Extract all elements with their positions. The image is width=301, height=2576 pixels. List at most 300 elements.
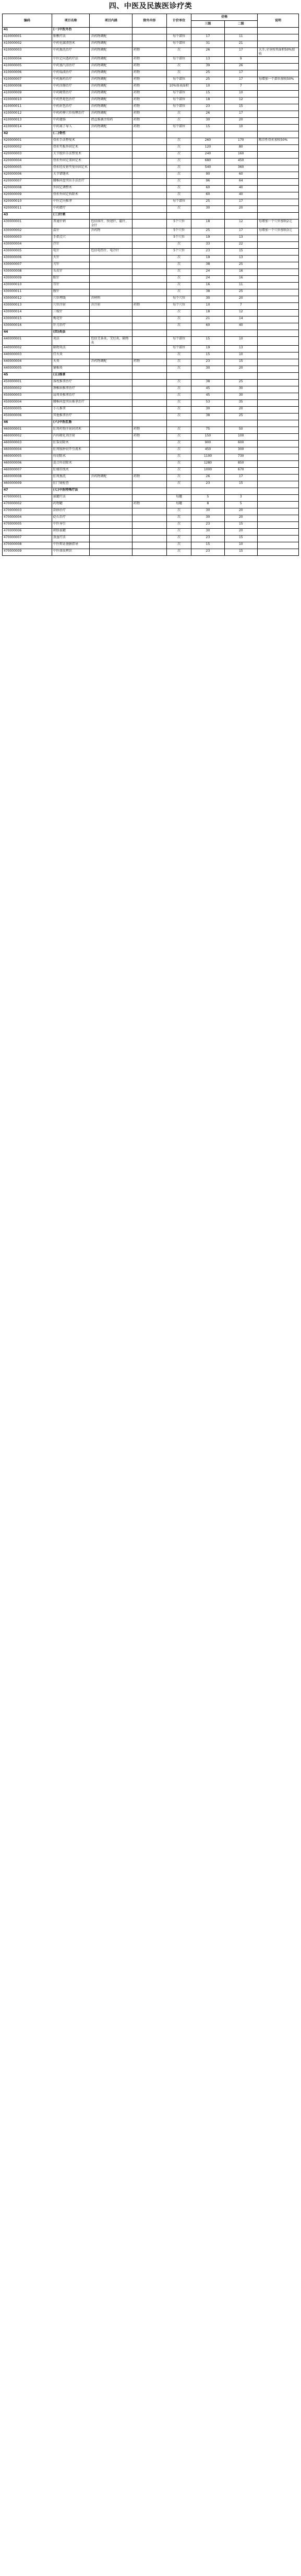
cell-note	[257, 447, 298, 454]
cell-except	[133, 346, 167, 353]
cell-note	[257, 276, 298, 283]
cell-price-level1: 38	[191, 262, 224, 269]
cell-note	[257, 41, 298, 48]
cell-name: 腰椎间盘突出推拿治疗	[52, 400, 89, 407]
cell-price-level2: 7	[224, 84, 257, 91]
cell-note	[257, 303, 298, 310]
cell-name: 浮针	[52, 242, 89, 249]
cell-content: 指直肠滴注给药	[90, 118, 133, 125]
cell-except	[133, 353, 167, 359]
cell-note	[257, 111, 298, 118]
cell-unit: 次	[166, 138, 191, 145]
cell-unit: 10%体表面积	[166, 84, 191, 91]
cell-content	[90, 206, 133, 213]
table-row	[3, 228, 299, 235]
cell-content	[90, 242, 133, 249]
cell-price-level2: 35	[224, 400, 257, 407]
cell-note	[257, 98, 298, 104]
cell-name: 中药封包治疗	[52, 104, 89, 111]
cell-price-level2: 20	[224, 366, 257, 373]
cell-price-level2	[224, 488, 257, 495]
cell-code: 450000006	[3, 414, 52, 420]
cell-code: 41	[3, 28, 52, 34]
cell-code: 430000012	[3, 296, 52, 303]
cell-except: 药物	[133, 64, 167, 70]
cell-name: 中药硬膏治疗	[52, 91, 89, 98]
cell-unit: 每个部位	[166, 199, 191, 206]
cell-price-level1: 38	[191, 380, 224, 386]
cell-except	[133, 515, 167, 522]
table-row	[3, 542, 299, 549]
cell-unit: 次	[166, 475, 191, 481]
cell-name: 隔物灸法	[52, 346, 89, 353]
cell-price-level2: 40	[224, 192, 257, 199]
table-row	[3, 366, 299, 373]
cell-note	[257, 481, 298, 488]
cell-unit: 次	[166, 179, 191, 186]
cell-name: 关节脱位手法整复术	[52, 152, 89, 159]
table-row	[3, 502, 299, 508]
cell-note	[257, 118, 298, 125]
cell-note	[257, 199, 298, 206]
cell-price-level1	[191, 420, 224, 427]
cell-price-level2: 15	[224, 359, 257, 366]
cell-price-level2: 9	[224, 57, 257, 64]
cell-code: 440000005	[3, 366, 52, 373]
cell-name: 中药塌渍治疗	[52, 70, 89, 77]
cell-content	[90, 420, 133, 427]
cell-name: 中药离子导入	[52, 125, 89, 131]
cell-price-level1: 23	[191, 481, 224, 488]
cell-price-level2: 20	[224, 206, 257, 213]
cell-price-level1: 13	[191, 57, 224, 64]
cell-code: 410000010	[3, 98, 52, 104]
cell-price-level1: 26	[191, 111, 224, 118]
table-row	[3, 165, 299, 172]
header-price: 价格	[191, 14, 258, 21]
table-row	[3, 138, 299, 145]
cell-content	[90, 165, 133, 172]
cell-code: 410000013	[3, 118, 52, 125]
cell-name: (七)中医特殊疗法	[52, 488, 89, 495]
cell-price-level1: 30	[191, 515, 224, 522]
cell-note	[257, 353, 298, 359]
cell-content	[90, 529, 133, 536]
cell-except	[133, 145, 167, 152]
cell-note	[257, 192, 298, 199]
header-unit: 计价单位	[166, 14, 191, 28]
cell-price-level1: 24	[191, 276, 224, 283]
cell-name: 小儿推拿	[52, 407, 89, 414]
cell-price-level1: 45	[191, 393, 224, 400]
cell-unit: 次	[166, 242, 191, 249]
cell-content	[90, 380, 133, 386]
table-row	[3, 434, 299, 441]
table-row	[3, 262, 299, 269]
cell-content: 含药物调配	[90, 91, 133, 98]
cell-note	[257, 179, 298, 186]
cell-price-level2: 60	[224, 172, 257, 179]
cell-name: (二)骨伤	[52, 131, 89, 138]
cell-content	[90, 481, 133, 488]
cell-content	[90, 434, 133, 441]
cell-note	[257, 262, 298, 269]
cell-note	[257, 317, 298, 323]
cell-content	[90, 283, 133, 289]
table-row	[3, 447, 299, 454]
cell-note	[257, 407, 298, 414]
cell-price-level1: 53	[191, 400, 224, 407]
table-row	[3, 427, 299, 434]
cell-note	[257, 256, 298, 262]
cell-name: 落枕推拿治疗	[52, 380, 89, 386]
cell-code: 410000012	[3, 111, 52, 118]
cell-price-level2	[224, 213, 257, 220]
cell-unit	[166, 28, 191, 34]
cell-content	[90, 386, 133, 393]
cell-content	[90, 138, 133, 145]
cell-unit: 5个穴位	[166, 235, 191, 242]
cell-unit	[166, 131, 191, 138]
cell-except	[133, 536, 167, 542]
cell-content	[90, 289, 133, 296]
cell-price-level1: 96	[191, 179, 224, 186]
cell-code: 470000003	[3, 508, 52, 515]
cell-name: 肛周熏洗	[52, 475, 89, 481]
cell-content: 含药物调配	[90, 57, 133, 64]
cell-price-level2: 17	[224, 77, 257, 84]
cell-price-level2: 20	[224, 529, 257, 536]
table-row	[3, 359, 299, 366]
table-row	[3, 414, 299, 420]
cell-name: 中药蜡疗	[52, 206, 89, 213]
cell-price-level1: 15	[191, 337, 224, 346]
table-row	[3, 249, 299, 256]
cell-note	[257, 70, 298, 77]
cell-price-level1: 540	[191, 165, 224, 172]
table-row	[3, 199, 299, 206]
cell-except	[133, 495, 167, 502]
cell-except	[133, 330, 167, 337]
cell-code: 450000005	[3, 407, 52, 414]
cell-note	[257, 310, 298, 317]
cell-code: 430000014	[3, 310, 52, 317]
cell-code: 410000005	[3, 64, 52, 70]
cell-note	[257, 508, 298, 515]
table-row	[3, 353, 299, 359]
cell-code: 450000001	[3, 380, 52, 386]
cell-unit: 次	[166, 145, 191, 152]
cell-content	[90, 317, 133, 323]
cell-code: 420000001	[3, 138, 52, 145]
cell-except: 药物	[133, 70, 167, 77]
cell-price-level1: 60	[191, 186, 224, 192]
cell-unit: 次	[166, 310, 191, 317]
cell-price-level1: 680	[191, 159, 224, 165]
cell-content	[90, 213, 133, 220]
table-row	[3, 269, 299, 276]
cell-code: 430000007	[3, 262, 52, 269]
cell-price-level1: 17	[191, 34, 224, 41]
cell-code: 420000006	[3, 172, 52, 179]
cell-price-level1: 900	[191, 441, 224, 447]
fee-table-wrapper	[2, 14, 299, 2573]
cell-price-level1: 21	[191, 317, 224, 323]
cell-price-level1: 25	[191, 77, 224, 84]
header-content: 项目内涵	[90, 14, 133, 28]
cell-price-level2: 15	[224, 481, 257, 488]
cell-price-level1: 19	[191, 256, 224, 262]
cell-unit: 次	[166, 152, 191, 159]
cell-price-level1: 18	[191, 98, 224, 104]
cell-content: 含注射	[90, 303, 133, 310]
cell-code: 47	[3, 488, 52, 495]
cell-name: 中医辩证施膳指导	[52, 542, 89, 549]
cell-content	[90, 414, 133, 420]
cell-code: 430000002	[3, 228, 52, 235]
cell-except	[133, 41, 167, 48]
cell-price-level1	[191, 373, 224, 380]
table-row	[3, 104, 299, 111]
cell-code: 460000008	[3, 475, 52, 481]
cell-code: 470000001	[3, 495, 52, 502]
cell-name: 肛门镜检查	[52, 481, 89, 488]
category-row	[3, 420, 299, 427]
cell-code: 43	[3, 213, 52, 220]
cell-content: 含药物调配	[90, 48, 133, 57]
cell-note	[257, 289, 298, 296]
cell-code: 460000007	[3, 468, 52, 475]
cell-code: 430000003	[3, 235, 52, 242]
cell-name: 中药熏洗治疗	[52, 48, 89, 57]
cell-price-level1: 120	[191, 145, 224, 152]
cell-note	[257, 206, 298, 213]
table-row	[3, 34, 299, 41]
cell-price-level1: 90	[191, 172, 224, 179]
cell-name: 颈椎病推拿治疗	[52, 386, 89, 393]
cell-unit: 次	[166, 400, 191, 407]
cell-code: 430000001	[3, 220, 52, 228]
cell-name: 灯火灸	[52, 353, 89, 359]
cell-code: 460000003	[3, 441, 52, 447]
cell-code: 410000004	[3, 57, 52, 64]
cell-unit	[166, 420, 191, 427]
cell-content: 包括艾条灸、艾炷灸、隔物灸	[90, 337, 133, 346]
cell-code: 46	[3, 420, 52, 427]
cell-price-level1: 26	[191, 475, 224, 481]
cell-except: 药物	[133, 303, 167, 310]
cell-name: 梅花针	[52, 317, 89, 323]
cell-except	[133, 276, 167, 283]
cell-name: 中医体质辨识	[52, 549, 89, 556]
cell-price-level1: 33	[191, 242, 224, 249]
cell-unit: 5个穴位	[166, 220, 191, 228]
cell-unit: 次	[166, 414, 191, 420]
cell-price-level2: 12	[224, 220, 257, 228]
cell-price-level2: 25	[224, 380, 257, 386]
cell-content	[90, 468, 133, 475]
cell-content	[90, 502, 133, 508]
cell-code: 470000008	[3, 542, 52, 549]
cell-except: 药物	[133, 434, 167, 441]
cell-price-level1: 31	[191, 41, 224, 48]
cell-price-level2: 10	[224, 91, 257, 98]
cell-content	[90, 179, 133, 186]
cell-name: 中药熏药治疗	[52, 77, 89, 84]
cell-except	[133, 386, 167, 393]
cell-code: 470000009	[3, 549, 52, 556]
cell-except	[133, 461, 167, 468]
cell-content	[90, 256, 133, 262]
cell-note	[257, 522, 298, 529]
cell-code: 470000007	[3, 536, 52, 542]
table-row	[3, 206, 299, 213]
cell-note	[257, 213, 298, 220]
cell-price-level2: 25	[224, 262, 257, 269]
cell-unit: 每个部位	[166, 98, 191, 104]
cell-price-level2: 10	[224, 337, 257, 346]
cell-note	[257, 172, 298, 179]
fee-table	[2, 14, 299, 556]
cell-note	[257, 400, 298, 407]
cell-unit: 次	[166, 461, 191, 468]
cell-name: 骨折经皮钳夹复位固定术	[52, 165, 89, 172]
cell-unit: 次	[166, 549, 191, 556]
cell-unit: 每罐	[166, 502, 191, 508]
cell-note	[257, 393, 298, 400]
cell-unit: 每个穴位	[166, 296, 191, 303]
cell-price-level1: 19	[191, 235, 224, 242]
cell-unit: 次	[166, 441, 191, 447]
cell-code: 460000004	[3, 447, 52, 454]
table-row	[3, 283, 299, 289]
cell-note	[257, 28, 298, 34]
cell-note	[257, 152, 298, 159]
cell-content	[90, 447, 133, 454]
cell-content	[90, 373, 133, 380]
cell-code: 450000003	[3, 393, 52, 400]
cell-note	[257, 104, 298, 111]
cell-content: 含药物调配	[90, 41, 133, 48]
cell-content: 含药物调配	[90, 84, 133, 91]
cell-unit: 次	[166, 186, 191, 192]
cell-name: 贴敷疗法	[52, 34, 89, 41]
cell-price-level1: 30	[191, 206, 224, 213]
cell-note	[257, 323, 298, 330]
cell-content: 含药物调配	[90, 70, 133, 77]
cell-except: 药物	[133, 359, 167, 366]
table-row	[3, 407, 299, 414]
cell-note: 每增加一个穴位加收2元	[257, 220, 298, 228]
cell-price-level2: 13	[224, 235, 257, 242]
cell-note	[257, 145, 298, 152]
cell-price-level1: 15	[191, 91, 224, 98]
cell-code: 470000002	[3, 502, 52, 508]
cell-except	[133, 242, 167, 249]
cell-name: 其他推拿治疗	[52, 414, 89, 420]
cell-code: 420000004	[3, 159, 52, 165]
cell-price-level2: 20	[224, 508, 257, 515]
cell-except	[133, 508, 167, 515]
cell-note	[257, 366, 298, 373]
table-row	[3, 475, 299, 481]
table-row	[3, 235, 299, 242]
cell-name: 内痔硬化剂注射	[52, 434, 89, 441]
category-row	[3, 330, 299, 337]
cell-content	[90, 131, 133, 138]
header-price-level1: 三级	[191, 21, 224, 28]
cell-except	[133, 289, 167, 296]
cell-note	[257, 125, 298, 131]
cell-unit: 次	[166, 366, 191, 373]
cell-name: 温针	[52, 228, 89, 235]
cell-name: 骨折外固定架固定术	[52, 159, 89, 165]
cell-content	[90, 269, 133, 276]
cell-note	[257, 186, 298, 192]
cell-code: 460000006	[3, 461, 52, 468]
cell-except	[133, 542, 167, 549]
table-row	[3, 386, 299, 393]
cell-note	[257, 249, 298, 256]
cell-price-level1: 30	[191, 118, 224, 125]
cell-content	[90, 461, 133, 468]
cell-price-level2: 20	[224, 407, 257, 414]
cell-except	[133, 481, 167, 488]
cell-price-level1: 5	[191, 495, 224, 502]
cell-except	[133, 296, 167, 303]
cell-price-level2: 10	[224, 542, 257, 549]
cell-price-level2: 64	[224, 179, 257, 186]
cell-price-level2: 17	[224, 228, 257, 235]
cell-unit: 每个部位	[166, 104, 191, 111]
cell-price-level2: 25	[224, 414, 257, 420]
table-row	[3, 310, 299, 317]
cell-price-level1: 15	[191, 353, 224, 359]
cell-price-level1	[191, 330, 224, 337]
cell-name: 外固定调整术	[52, 186, 89, 192]
cell-except	[133, 249, 167, 256]
cell-name: 眼针	[52, 276, 89, 283]
table-row	[3, 346, 299, 353]
cell-note: 陈旧性骨折加收50%	[257, 138, 298, 145]
cell-price-level2: 50	[224, 427, 257, 434]
cell-note	[257, 488, 298, 495]
cell-content	[90, 235, 133, 242]
header-note: 说明	[257, 14, 298, 28]
cell-price-level2: 12	[224, 310, 257, 317]
cell-price-level1	[191, 131, 224, 138]
cell-price-level1: 1100	[191, 454, 224, 461]
cell-content	[90, 427, 133, 434]
cell-name: 刮痧治疗	[52, 508, 89, 515]
cell-note	[257, 549, 298, 556]
cell-name: 混合痔切除术	[52, 461, 89, 468]
cell-price-level1: 30	[191, 296, 224, 303]
cell-name: 火针	[52, 256, 89, 262]
cell-price-level1	[191, 28, 224, 34]
cell-except	[133, 34, 167, 41]
cell-except	[133, 310, 167, 317]
cell-content: 含药物调配	[90, 77, 133, 84]
cell-unit	[166, 213, 191, 220]
cell-code: 430000016	[3, 323, 52, 330]
cell-name: 肩周炎推拿治疗	[52, 393, 89, 400]
cell-note	[257, 502, 298, 508]
cell-except	[133, 522, 167, 529]
cell-code: 42	[3, 131, 52, 138]
cell-price-level2: 16	[224, 276, 257, 283]
cell-name: 头皮针	[52, 269, 89, 276]
